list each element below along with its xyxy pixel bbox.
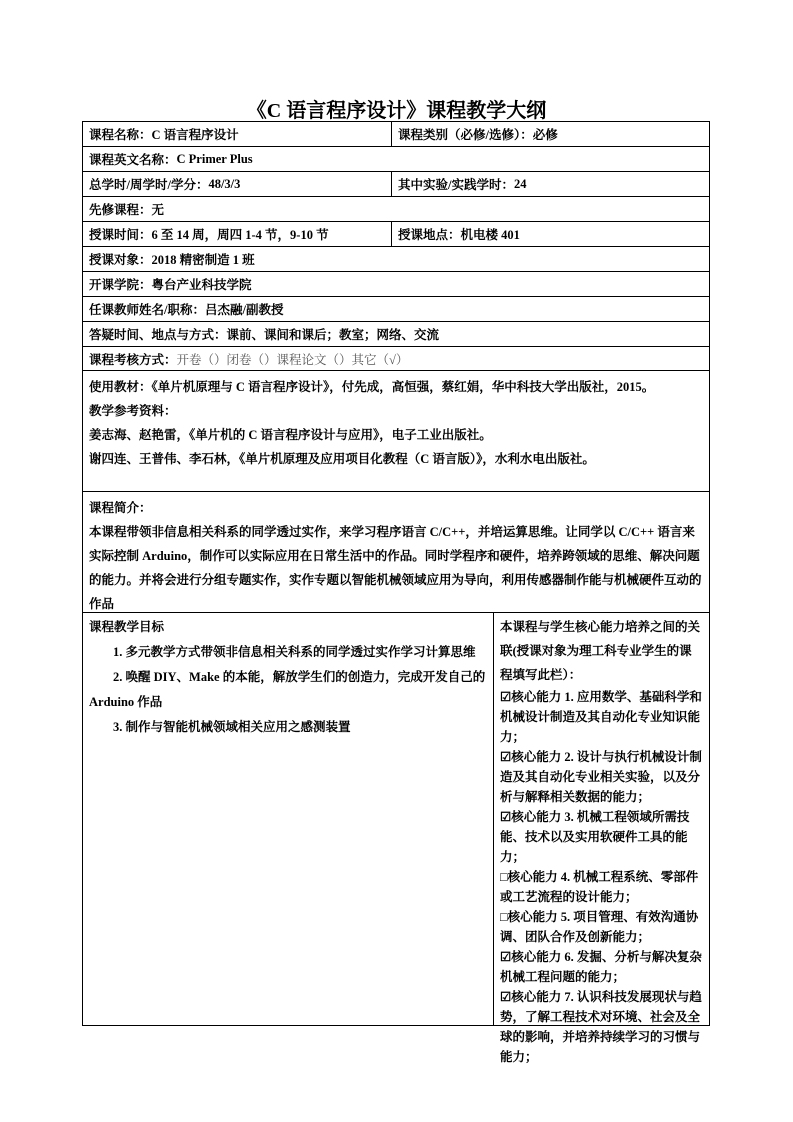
row-college (83, 272, 709, 297)
goals-label: 课程教学目标 (89, 620, 165, 634)
ability-item: □核心能力 5. 项目管理、有效沟通协调、团队合作及创新能力； (500, 910, 699, 944)
checkbox-icon: ☑ (500, 950, 512, 964)
label: 答疑时间、地点与方式： (89, 328, 227, 342)
lab-hours-value: 24 (513, 176, 527, 191)
english-name-value: C Primer Plus (176, 151, 253, 166)
row-assessment (83, 347, 709, 371)
label: 课程英文名称： (89, 153, 177, 167)
row-hours (83, 172, 709, 197)
row-target (83, 247, 709, 272)
syllabus-table (82, 121, 710, 1064)
abilities-header: 本课程与学生核心能力培养之间的关联(授课对象为理工科专业学生的课程填写此栏）： (500, 620, 701, 682)
goals-section (83, 613, 493, 1025)
textbook: 使用教材：《单片机原理与 C 语言程序设计》，付先成，高恒强，蔡红娟，华中科技大学出版社，2015。 (89, 380, 655, 394)
ref-item: 姜志海、赵艳雷，《单片机的 C 语言程序设计与应用》，电子工业出版社。 (89, 428, 492, 442)
ability-item: ☑核心能力 3. 机械工程领域所需技能、技术以及实用软硬件工具的能力； (500, 810, 690, 864)
goal-item: 1. 多元教学方式带领非信息相关科系的同学透过实作学习计算思维 (113, 645, 476, 659)
abilities-section (493, 613, 709, 1064)
qa-value: 课前、课间和课后；教室；网络、交流 (226, 328, 440, 342)
intro-text: 本课程带领非信息相关科系的同学透过实作，来学习程序语言 C/C++，并培运算思维。让同学以 C/C++ 语言来实际控制 Arduino，制作可以实际应用在日常生活中的作品。同时学程序和硬件，培养跨领域的思维、解决问题的能力。并将会进行分组专题实作，实作专题以智能机械领域应用为导向，利用传感器制作能与机械硬件互动的作品 (89, 525, 702, 611)
row-time-place (83, 222, 709, 247)
course-name-value: C 语言程序设计 (151, 128, 239, 142)
row-qa (83, 322, 709, 347)
label: 授课对象： (89, 253, 152, 267)
checkbox-icon: □ (500, 870, 508, 884)
row-course-name (83, 122, 709, 147)
checkbox-icon: ☑ (500, 750, 512, 764)
checkbox-icon: ☑ (500, 990, 512, 1004)
page-title: 《C 语言程序设计》课程教学大纲 (246, 100, 547, 122)
label: 任课教师姓名/职称： (89, 303, 205, 317)
goal-item: 3. 制作与智能机械领域相关应用之感测装置 (113, 720, 351, 734)
checkbox-icon: ☑ (500, 810, 512, 824)
ability-item: ☑核心能力 2. 设计与执行机械设计制造及其自动化专业相关实验，以及分析与解释相关数据的能力； (500, 750, 702, 804)
row-materials (83, 371, 709, 492)
intro-label: 课程简介： (89, 501, 152, 515)
label: 课程类别（必修/选修）： (398, 128, 533, 142)
row-goals-abilities (83, 613, 709, 1064)
goal-item: 2. 唤醒 DIY、Make 的本能，解放学生们的创造力，完成开发自己的 Arduino 作品 (89, 670, 486, 709)
label: 先修课程： (89, 203, 152, 217)
ability-item: □核心能力 4. 机械工程系统、零部件或工艺流程的设计能力； (500, 870, 699, 904)
label: 授课时间： (89, 228, 152, 242)
target-value: 2018 精密制造 1 班 (151, 253, 255, 267)
assessment-value: 开卷（）闭卷（）课程论文（）其它（√） (176, 352, 409, 367)
row-english-name (83, 147, 709, 172)
hours-value: 48/3/3 (208, 176, 241, 191)
refs-label: 教学参考资料： (89, 404, 177, 418)
label: 开课学院： (89, 278, 152, 292)
label: 授课地点： (398, 228, 461, 242)
row-teacher (83, 297, 709, 322)
prereq-value: 无 (151, 203, 165, 217)
course-type-value: 必修 (532, 128, 558, 142)
row-intro (83, 492, 709, 613)
label: 总学时/周学时/学分： (89, 178, 209, 192)
label: 其中实验/实践学时： (398, 178, 514, 192)
place-value: 机电楼 401 (460, 228, 520, 242)
label: 课程考核方式： (89, 352, 177, 367)
row-prereq (83, 197, 709, 222)
checkbox-icon: ☑ (500, 690, 512, 704)
checkbox-icon: □ (500, 910, 508, 924)
ref-item: 谢四连、王普伟、李石林，《单片机原理及应用项目化教程（C 语言版）》，水利水电出版社。 (89, 452, 595, 466)
teacher-value: 吕杰融/副教授 (204, 303, 284, 317)
ability-item: ☑核心能力 1. 应用数学、基础科学和机械设计制造及其自动化专业知识能力； (500, 690, 702, 744)
time-value: 6 至 14 周，周四 1-4 节，9-10 节 (151, 228, 329, 242)
label: 课程名称： (89, 128, 152, 142)
college-value: 粤台产业科技学院 (151, 278, 252, 292)
ability-item: ☑核心能力 6. 发掘、分析与解决复杂机械工程问题的能力； (500, 950, 702, 984)
ability-item: ☑核心能力 7. 认识科技发展现状与趋势，了解工程技术对环境、社会及全球的影响，并培养持续学习的习惯与能力； (500, 990, 702, 1064)
